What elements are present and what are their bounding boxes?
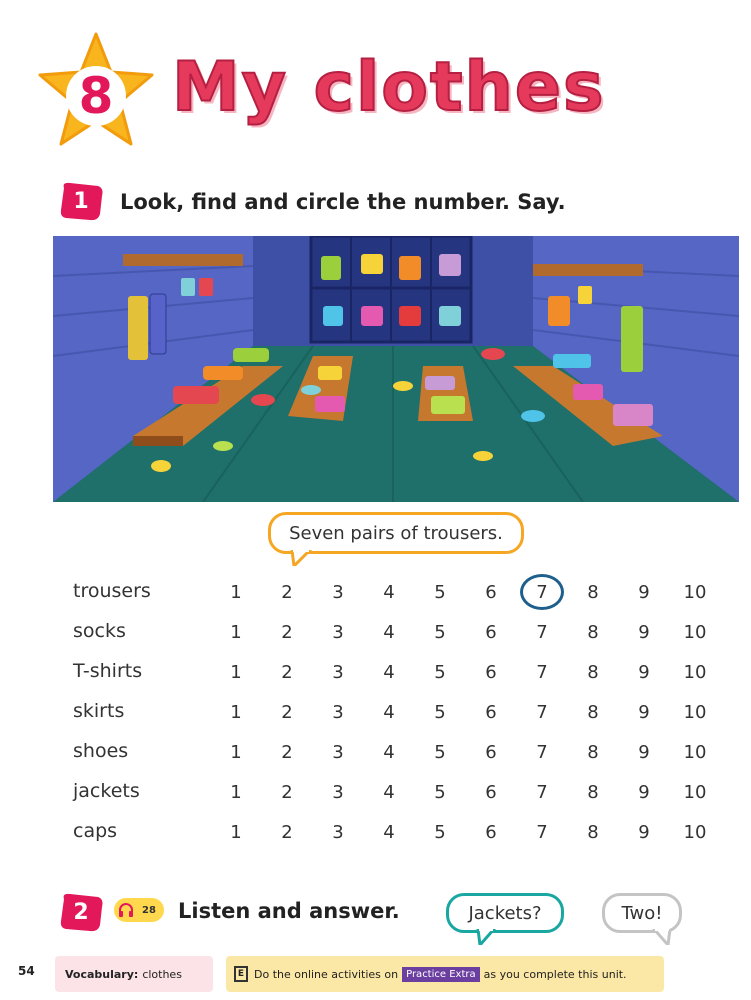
- number-option[interactable]: 5: [434, 582, 446, 603]
- number-option[interactable]: 8: [587, 622, 599, 643]
- row-label-jackets: jackets: [73, 780, 140, 802]
- headphones-icon: [118, 902, 134, 918]
- question-speech-bubble: Jackets?: [446, 893, 564, 933]
- number-option[interactable]: 8: [587, 702, 599, 723]
- number-option[interactable]: 2: [281, 622, 293, 643]
- number-option[interactable]: 1: [230, 582, 242, 603]
- number-option[interactable]: 9: [638, 742, 650, 763]
- page-number: 54: [18, 964, 35, 978]
- speech-tail-icon: [290, 550, 312, 566]
- number-option[interactable]: 9: [638, 622, 650, 643]
- activity-2-instruction: Listen and answer.: [178, 899, 400, 923]
- number-option[interactable]: 6: [485, 822, 497, 843]
- number-option[interactable]: 5: [434, 742, 446, 763]
- number-option[interactable]: 10: [683, 702, 707, 723]
- number-option[interactable]: 4: [383, 702, 395, 723]
- practice-extra-box: [226, 956, 664, 992]
- number-option[interactable]: 2: [281, 702, 293, 723]
- number-option[interactable]: 4: [383, 782, 395, 803]
- number-option[interactable]: 7: [536, 782, 548, 803]
- number-option[interactable]: 6: [485, 622, 497, 643]
- row-label-caps: caps: [73, 820, 118, 842]
- number-option[interactable]: 4: [383, 822, 395, 843]
- row-label-skirts: skirts: [73, 700, 125, 722]
- number-option[interactable]: 4: [383, 622, 395, 643]
- number-option[interactable]: 7: [536, 622, 548, 643]
- number-option[interactable]: 7: [536, 822, 548, 843]
- number-option[interactable]: 3: [332, 582, 344, 603]
- audio-track-button[interactable]: [114, 898, 164, 922]
- number-option[interactable]: 6: [485, 662, 497, 683]
- practice-extra-link[interactable]: Practice Extra: [402, 967, 480, 982]
- number-option[interactable]: 5: [434, 782, 446, 803]
- activity-1-number: 1: [73, 188, 89, 214]
- number-option[interactable]: 1: [230, 702, 242, 723]
- number-option[interactable]: 10: [683, 782, 707, 803]
- number-option[interactable]: 3: [332, 702, 344, 723]
- audio-track-number: 28: [142, 904, 156, 916]
- number-option[interactable]: 4: [383, 582, 395, 603]
- number-option[interactable]: 7: [536, 582, 548, 603]
- number-option[interactable]: 6: [485, 702, 497, 723]
- number-option[interactable]: 3: [332, 622, 344, 643]
- number-option[interactable]: 5: [434, 622, 446, 643]
- number-option[interactable]: 8: [587, 782, 599, 803]
- number-option[interactable]: 1: [230, 822, 242, 843]
- number-option[interactable]: 7: [536, 742, 548, 763]
- number-option[interactable]: 2: [281, 662, 293, 683]
- number-option[interactable]: 3: [332, 822, 344, 843]
- number-option[interactable]: 10: [683, 622, 707, 643]
- changing-room-illustration: [53, 236, 739, 502]
- number-option[interactable]: 2: [281, 742, 293, 763]
- number-option[interactable]: 4: [383, 742, 395, 763]
- number-option[interactable]: 8: [587, 742, 599, 763]
- number-option[interactable]: 10: [683, 582, 707, 603]
- row-label-shoes: shoes: [73, 740, 129, 762]
- vocabulary-topic: clothes: [142, 967, 182, 981]
- number-option[interactable]: 5: [434, 702, 446, 723]
- speech-tail-icon: [652, 929, 672, 945]
- number-option[interactable]: 6: [485, 582, 497, 603]
- activity-1-instruction: Look, find and circle the number. Say.: [120, 190, 566, 214]
- number-option[interactable]: 9: [638, 782, 650, 803]
- number-option[interactable]: 4: [383, 662, 395, 683]
- example-speech-bubble: Seven pairs of trousers.: [268, 512, 524, 554]
- number-option[interactable]: 8: [587, 662, 599, 683]
- row-label-trousers: trousers: [73, 580, 151, 602]
- number-option[interactable]: 7: [536, 662, 548, 683]
- number-option[interactable]: 9: [638, 662, 650, 683]
- number-option[interactable]: 6: [485, 742, 497, 763]
- number-option[interactable]: 1: [230, 622, 242, 643]
- activity-2-number: 2: [73, 899, 89, 925]
- practice-extra-icon: E: [234, 966, 248, 982]
- number-option[interactable]: 1: [230, 782, 242, 803]
- number-option[interactable]: 9: [638, 582, 650, 603]
- unit-number: 8: [78, 67, 114, 125]
- vocabulary-box: [55, 956, 213, 992]
- number-option[interactable]: 3: [332, 742, 344, 763]
- row-label-t-shirts: T-shirts: [73, 660, 143, 682]
- number-option[interactable]: 3: [332, 782, 344, 803]
- answer-speech-bubble: Two!: [602, 893, 682, 933]
- vocabulary-label: Vocabulary:: [65, 967, 139, 981]
- number-option[interactable]: 2: [281, 822, 293, 843]
- number-option[interactable]: 6: [485, 782, 497, 803]
- number-option[interactable]: 10: [683, 822, 707, 843]
- number-option[interactable]: 2: [281, 782, 293, 803]
- number-option[interactable]: 1: [230, 662, 242, 683]
- row-label-socks: socks: [73, 620, 126, 642]
- number-option[interactable]: 1: [230, 742, 242, 763]
- number-option[interactable]: 3: [332, 662, 344, 683]
- number-option[interactable]: 9: [638, 702, 650, 723]
- number-option[interactable]: 9: [638, 822, 650, 843]
- number-option[interactable]: 10: [683, 742, 707, 763]
- practice-text-after: as you complete this unit.: [483, 967, 627, 981]
- number-option[interactable]: 5: [434, 822, 446, 843]
- practice-text-before: Do the online activities on: [254, 967, 399, 981]
- speech-tail-icon: [476, 929, 496, 945]
- number-option[interactable]: 8: [587, 822, 599, 843]
- page-title: My clothes: [172, 48, 606, 127]
- number-option[interactable]: 8: [587, 582, 599, 603]
- number-option[interactable]: 2: [281, 582, 293, 603]
- number-option[interactable]: 7: [536, 702, 548, 723]
- number-option[interactable]: 5: [434, 662, 446, 683]
- number-option[interactable]: 10: [683, 662, 707, 683]
